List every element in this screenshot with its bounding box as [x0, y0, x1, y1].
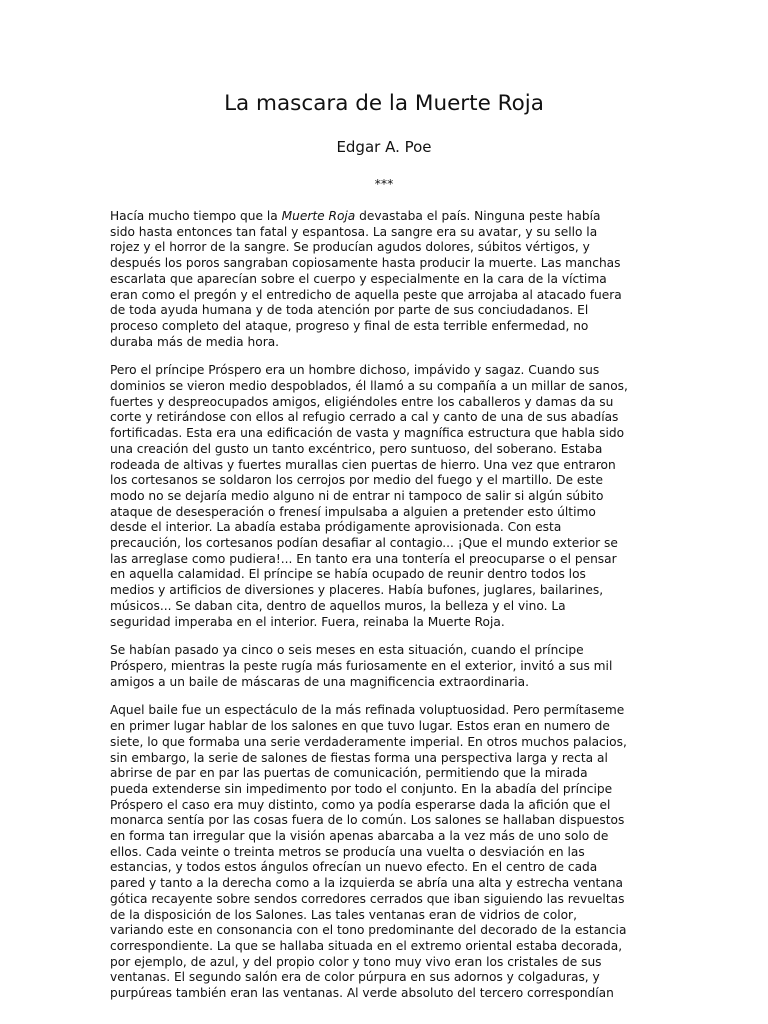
text-run: gótica recayente sobre sendos corredores cerrados que iban siguiendo las revueltas	[110, 891, 625, 906]
text-run: siete, lo que formaba una serie verdaderamente imperial. En otros muchos palacios,	[110, 734, 627, 749]
paragraph-line	[110, 363, 662, 379]
text-run: corte y retirándose con ellos al refugio cerrado a cal y canto de una de sus abadías	[110, 410, 619, 425]
paragraph-line	[110, 970, 662, 986]
paragraph-line	[110, 442, 662, 458]
text-run: variando este en consonancia con el tono predominante del decorado de la estancia	[110, 923, 627, 938]
paragraph	[110, 363, 662, 630]
text-run: desde el interior. La abadía estaba pródigamente aprovisionada. Con esta	[110, 520, 562, 535]
text-run: abrirse de par en par las puertas de comunicación, permitiendo que la mirada	[110, 766, 588, 781]
paragraph-line	[110, 955, 662, 971]
paragraph-line	[110, 813, 662, 829]
document-body	[110, 209, 662, 1015]
text-run: por ejemplo, de azul, y del propio color y tono muy vivo eran los cristales de sus	[110, 954, 602, 969]
text-run: sido hasta entonces tan fatal y espantosa. La sangre era su avatar, y su sello la	[110, 224, 598, 239]
document-author: Edgar A. Poe	[336, 138, 432, 156]
text-run: Hacía mucho tiempo que la	[110, 209, 282, 223]
paragraph-line	[110, 410, 662, 426]
paragraph-line	[110, 583, 662, 599]
paragraph-line	[110, 719, 662, 735]
paragraph-line	[110, 395, 662, 411]
text-run: monarca sentía por las cosas fuera de lo común. Los salones se hallaban dispuestos	[110, 813, 625, 828]
text-run: precaución, los cortesanos podían desafiar al contagio... ¡Que el mundo exterior se	[110, 536, 618, 551]
paragraph-line	[110, 473, 662, 489]
paragraph-line	[110, 552, 662, 568]
paragraph-line	[110, 272, 662, 288]
text-run: los cortesanos se soldaron los cerrojos por medio del fuego y el martillo. De este	[110, 473, 603, 488]
text-run: ellos. Cada veinte o treinta metros se producía una vuelta o desviación en las	[110, 844, 585, 859]
paragraph-line	[110, 751, 662, 767]
paragraph-line	[110, 675, 662, 691]
paragraph-line	[110, 489, 662, 505]
section-separator: ***	[374, 176, 394, 191]
paragraph-line	[110, 288, 662, 304]
paragraph-line	[110, 615, 662, 631]
text-run: rojez y el horror de la sangre. Se producían agudos dolores, súbitos vértigos, y	[110, 240, 590, 255]
paragraph-line	[110, 782, 662, 798]
paragraph-line	[110, 923, 662, 939]
paragraph	[110, 643, 662, 690]
text-run: medios y artificios de diversiones y placeres. Había bufones, juglares, bailarines,	[110, 583, 604, 598]
text-run: Pero el príncipe Próspero era un hombre dichoso, impávido y sagaz. Cuando sus	[110, 363, 600, 378]
text-run: fortificadas. Esta era una edificación de vasta y magnífica estructura que habla sido	[110, 426, 625, 441]
paragraph-line	[110, 379, 662, 395]
text-run: purpúreas también eran las ventanas. Al verde absoluto del tercero correspondían	[110, 986, 614, 1001]
text-run: correspondiente. La que se hallaba situada en el extremo oriental estaba decorada,	[110, 938, 623, 953]
text-run: en forma tan irregular que la visión apenas abarcaba a la vez más de uno solo de	[110, 829, 609, 844]
text-run: amigos a un baile de máscaras de una magnificencia extraordinaria.	[110, 674, 530, 689]
text-run: Próspero, mientras la peste rugía más furiosamente en el exterior, invitó a sus mil	[110, 658, 613, 673]
text-run: eran como el pregón y el entredicho de aquella peste que arrojaba al atacado fuera	[110, 287, 622, 302]
text-run: dominios se vieron medio despoblados, él llamó a su compañía a un millar de sanos,	[110, 379, 628, 394]
paragraph-line	[110, 845, 662, 861]
text-run: fuertes y despreocupados amigos, eligiéndoles entre los caballeros y damas da su	[110, 394, 614, 409]
text-run: ataque de desesperación o frenesí impulsaba a alguien a pretender esto último	[110, 504, 596, 519]
paragraph	[110, 703, 662, 1001]
text-run: duraba más de media hora.	[110, 334, 280, 349]
text-run: ventanas. El segundo salón era de color púrpura en sus adornos y colgaduras, y	[110, 970, 600, 985]
text-run: estancias, y todos estos ángulos ofrecían un nuevo efecto. En el centro de cada	[110, 860, 598, 875]
text-run: seguridad imperaba en el interior. Fuera, reinaba la Muerte Roja.	[110, 614, 505, 629]
paragraph-line	[110, 908, 662, 924]
paragraph	[110, 209, 662, 350]
paragraph-line	[110, 567, 662, 583]
paragraph-line	[110, 240, 662, 256]
text-run: Se habían pasado ya cinco o seis meses en esta situación, cuando el príncipe	[110, 643, 584, 658]
paragraph-line	[110, 892, 662, 908]
text-run: pueda extenderse sin impedimento por todo el conjunto. En la abadía del príncipe	[110, 781, 613, 796]
paragraph-line	[110, 426, 662, 442]
paragraph-line	[110, 303, 662, 319]
paragraph-line	[110, 986, 662, 1002]
text-run: una creación del gusto un tanto excéntrico, pero suntuoso, del soberano. Estaba	[110, 441, 603, 456]
text-run: devastaba el país. Ninguna peste había	[355, 209, 601, 223]
text-run: pared y tanto a la derecha como a la izquierda se abría una alta y estrecha ventana	[110, 876, 623, 891]
text-run: rodeada de altivas y fuertes murallas cien puertas de hierro. Una vez que entraron	[110, 457, 616, 472]
text-run: modo no se dejaría medio alguno ni de entrar ni tampoco de salir si algún súbito	[110, 488, 604, 503]
paragraph-line	[110, 735, 662, 751]
paragraph-line	[110, 766, 662, 782]
paragraph-line	[110, 225, 662, 241]
text-run: proceso completo del ataque, progreso y final de esta terrible enfermedad, no	[110, 318, 589, 333]
text-run: en aquella calamidad. El príncipe se había ocupado de reunir dentro todos los	[110, 567, 586, 582]
text-run: músicos... Se daban cita, dentro de aquellos muros, la belleza y el vino. La	[110, 598, 566, 613]
text-run: Próspero el caso era muy distinto, como ya podía esperarse dada la afición que el	[110, 797, 611, 812]
paragraph-line	[110, 876, 662, 892]
text-run: Aquel baile fue un espectáculo de la más refinada voluptuosidad. Pero permítaseme	[110, 703, 625, 718]
paragraph-line	[110, 798, 662, 814]
paragraph-line	[110, 520, 662, 536]
paragraph-line	[110, 829, 662, 845]
paragraph-line	[110, 335, 662, 351]
paragraph-line	[110, 659, 662, 675]
paragraph-line	[110, 860, 662, 876]
paragraph-line	[110, 599, 662, 615]
text-run: las arreglase como pudiera!... En tanto era una tontería el preocuparse o el pensar	[110, 551, 617, 566]
paragraph-line	[110, 256, 662, 272]
paragraph-line	[110, 643, 662, 659]
text-run: de la disposición de los Salones. Las tales ventanas eran de vidrios de color,	[110, 907, 577, 922]
paragraph-line	[110, 505, 662, 521]
paragraph-line	[110, 703, 662, 719]
text-run: en primer lugar hablar de los salones en que tuvo lugar. Estos eran en numero de	[110, 719, 610, 734]
document-title: La mascara de la Muerte Roja	[224, 91, 544, 116]
paragraph-line	[110, 536, 662, 552]
text-run: después los poros sangraban copiosamente hasta producir la muerte. Las manchas	[110, 256, 621, 271]
text-run: sin embargo, la serie de salones de fiestas forma una perspectiva larga y recta al	[110, 750, 608, 765]
italic-title-text: Muerte Roja	[281, 209, 356, 223]
paragraph-line	[110, 209, 662, 225]
paragraph-line	[110, 939, 662, 955]
paragraph-line	[110, 319, 662, 335]
text-run: escarlata que aparecían sobre el cuerpo y especialmente en la cara de la víctima	[110, 271, 607, 286]
text-run: de toda ayuda humana y de toda atención por parte de sus conciudadanos. El	[110, 303, 589, 318]
paragraph-line	[110, 458, 662, 474]
